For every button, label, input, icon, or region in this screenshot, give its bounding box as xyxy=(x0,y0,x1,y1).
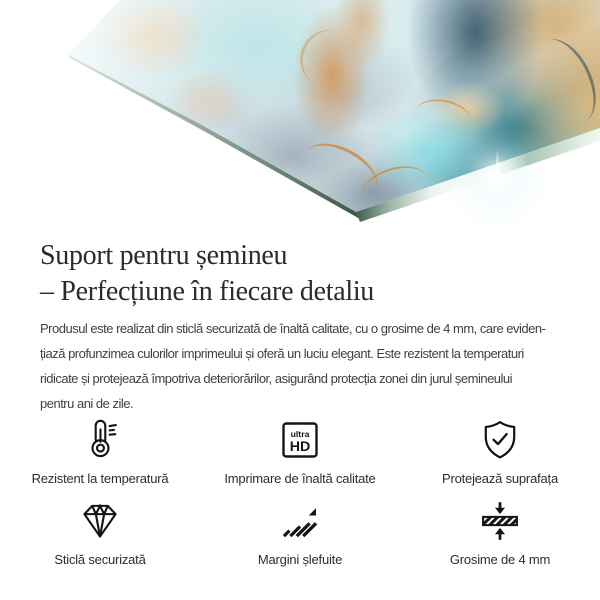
feature-heat-resistant xyxy=(32,418,169,487)
page-title-line2: – Perfecțiune în fiecare detaliu xyxy=(40,276,375,307)
feature-polished-edges xyxy=(258,499,342,568)
gold-vein xyxy=(413,95,473,138)
navy-streak xyxy=(522,30,600,134)
feature-tempered-glass xyxy=(54,499,145,568)
glass-panel-art xyxy=(0,0,600,236)
page-title xyxy=(40,238,560,310)
product-image[interactable] xyxy=(0,0,600,236)
feature-thickness xyxy=(450,499,550,568)
thermometer-icon xyxy=(77,418,123,462)
feature-label: Sticlă securizată xyxy=(54,552,146,567)
feature-print-quality xyxy=(224,418,375,487)
feature-label: Margini șlefuite xyxy=(257,552,343,567)
product-description xyxy=(40,316,560,416)
shield-check-icon xyxy=(478,418,522,462)
ultra-hd-icon-text-top: ultra xyxy=(290,428,310,439)
feature-label: Grosime de 4 mm xyxy=(449,552,551,567)
diamond-icon xyxy=(78,499,122,543)
description-line: țiază profunzimea culorilor imprimeului și oferă un luciu elegant. Este rezistent la temperaturi xyxy=(40,346,524,361)
polished-edges-icon xyxy=(278,499,322,543)
feature-surface-protection xyxy=(442,418,558,487)
description-line: ridicate și protejează împotriva deteriorărilor, asigurând protecția zonei din jurul șemineului xyxy=(40,371,513,386)
thickness-icon xyxy=(478,499,522,543)
feature-label: Protejează suprafața xyxy=(442,471,558,486)
ultra-hd-icon-text-bottom: HD xyxy=(289,439,311,455)
ultra-hd-icon xyxy=(278,418,322,462)
feature-label: Rezistent la temperatură xyxy=(31,471,169,486)
description-line: Produsul este realizat din sticlă securizată de înaltă calitate, cu o grosime de 4 mm, care eviden- xyxy=(40,321,546,336)
description-line: pentru ani de zile. xyxy=(40,396,134,411)
features-grid xyxy=(0,418,600,568)
gold-vein xyxy=(292,21,372,99)
feature-label: Imprimare de înaltă calitate xyxy=(224,471,376,486)
page-title-line1: Suport pentru șemineu xyxy=(40,240,288,271)
